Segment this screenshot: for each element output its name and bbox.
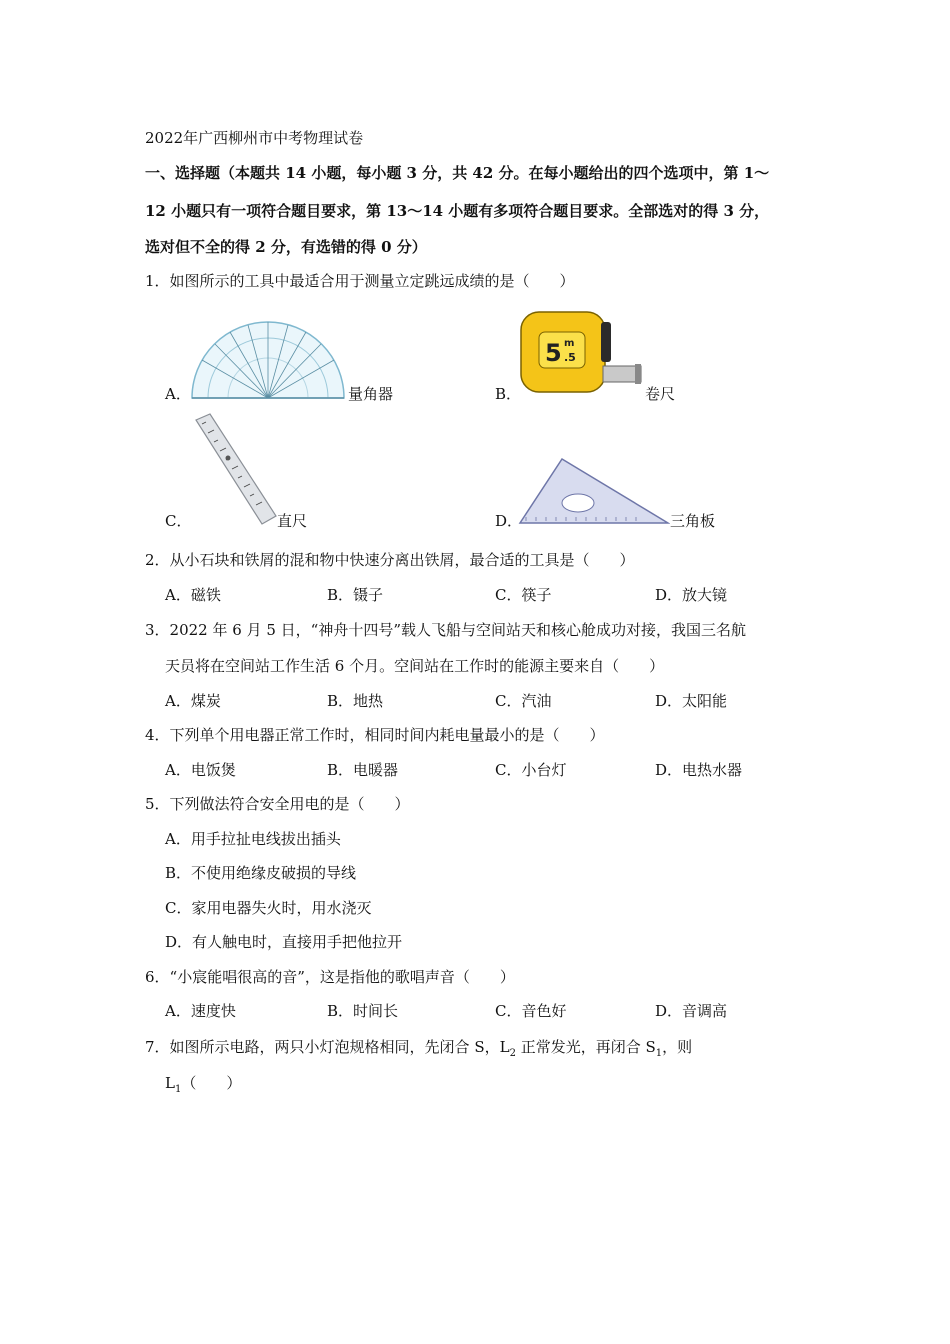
- q2-option-d: D．放大镜: [655, 586, 728, 604]
- q6-option-d: D．音调高: [655, 1002, 728, 1020]
- q1-option-b-caption: 卷尺: [645, 385, 676, 403]
- q1-option-d-caption: 三角板: [670, 512, 716, 530]
- q7-stem-part-a: 7．如图所示电路，两只小灯泡规格相同，先闭合 S，L: [145, 1038, 510, 1056]
- page-title: 2022年广西柳州市中考物理试卷: [145, 129, 364, 147]
- q5-option-a: A．用手拉扯电线拔出插头: [165, 830, 341, 848]
- q3-option-c: C．汽油: [495, 692, 552, 710]
- q7-stem-part-c: ，则: [662, 1038, 693, 1056]
- q2-stem: 2．从小石块和铁屑的混和物中快速分离出铁屑，最合适的工具是（ ）: [145, 551, 635, 569]
- q6-option-a: A．速度快: [165, 1002, 236, 1020]
- q5-option-d: D．有人触电时，直接用手把他拉开: [165, 933, 403, 951]
- q1-option-a-letter: A．: [165, 385, 191, 403]
- q2-option-a: A．磁铁: [165, 586, 221, 604]
- q1-option-c-caption: 直尺: [277, 512, 308, 530]
- q4-option-d: D．电热水器: [655, 761, 743, 779]
- q1-option-c-letter: C．: [165, 512, 192, 530]
- protractor-image: [188, 312, 348, 402]
- section-heading-line-3: 选对但不全的得 2 分，有选错的得 0 分）: [145, 238, 427, 256]
- q1-option-a-caption: 量角器: [348, 385, 394, 403]
- q7-stem-line-1: [145, 1037, 692, 1064]
- q7-stem-line-2: [165, 1073, 241, 1100]
- q3-option-a: A．煤炭: [165, 692, 221, 710]
- q4-option-a: A．电饭煲: [165, 761, 236, 779]
- tape-label-decimal: .5: [564, 351, 576, 364]
- q5-stem: 5．下列做法符合安全用电的是（ ）: [145, 795, 410, 813]
- tape-label-unit: m: [564, 338, 575, 349]
- q1-stem: 1．如图所示的工具中最适合用于测量立定跳远成绩的是（ ）: [145, 272, 575, 290]
- q7-l-label: L: [165, 1074, 175, 1092]
- section-heading-line-2: 12 小题只有一项符合题目要求，第 13～14 小题有多项符合题目要求。全部选对的得 3 分，: [145, 202, 770, 220]
- q3-stem-line-1: 3．2022 年 6 月 5 日，“神舟十四号”载人飞船与空间站天和核心舱成功对接，我国三名航: [145, 621, 746, 639]
- q6-option-b: B．时间长: [327, 1002, 399, 1020]
- straight-ruler-image: [190, 412, 280, 530]
- q6-stem: 6．“小宸能唱很高的音”，这是指他的歌唱声音（ ）: [145, 968, 515, 986]
- q6-option-c: C．音色好: [495, 1002, 567, 1020]
- q3-stem-line-2: 天员将在空间站工作生活 6 个月。空间站在工作时的能源主要来自（ ）: [165, 657, 665, 675]
- q7-subscript-2: 2: [509, 1048, 516, 1059]
- q7-answer-bracket: （ ）: [181, 1074, 242, 1092]
- q1-option-b-letter: B．: [495, 385, 522, 403]
- q7-stem-part-b: 正常发光，再闭合 S: [515, 1038, 656, 1056]
- q7-l-subscript: 1: [174, 1084, 182, 1095]
- q5-option-c: C．家用电器失火时，用水浇灭: [165, 899, 372, 917]
- section-heading-line-1: 一、选择题（本题共 14 小题，每小题 3 分，共 42 分。在每小题给出的四个选项中，第 1～: [145, 164, 770, 182]
- q7-subscript-1: 1: [655, 1048, 663, 1059]
- tape-measure-image: [515, 306, 645, 398]
- q3-option-b: B．地热: [327, 692, 384, 710]
- q2-option-c: C．筷子: [495, 586, 552, 604]
- tape-label-number: 5: [545, 339, 562, 367]
- q5-option-b: B．不使用绝缘皮破损的导线: [165, 864, 357, 882]
- q4-option-b: B．电暖器: [327, 761, 399, 779]
- q4-option-c: C．小台灯: [495, 761, 567, 779]
- q2-option-b: B．镊子: [327, 586, 384, 604]
- q3-option-d: D．太阳能: [655, 692, 728, 710]
- set-square-image: [516, 455, 670, 525]
- q1-option-d-letter: D．: [495, 512, 523, 530]
- q4-stem: 4．下列单个用电器正常工作时，相同时间内耗电量最小的是（ ）: [145, 726, 605, 744]
